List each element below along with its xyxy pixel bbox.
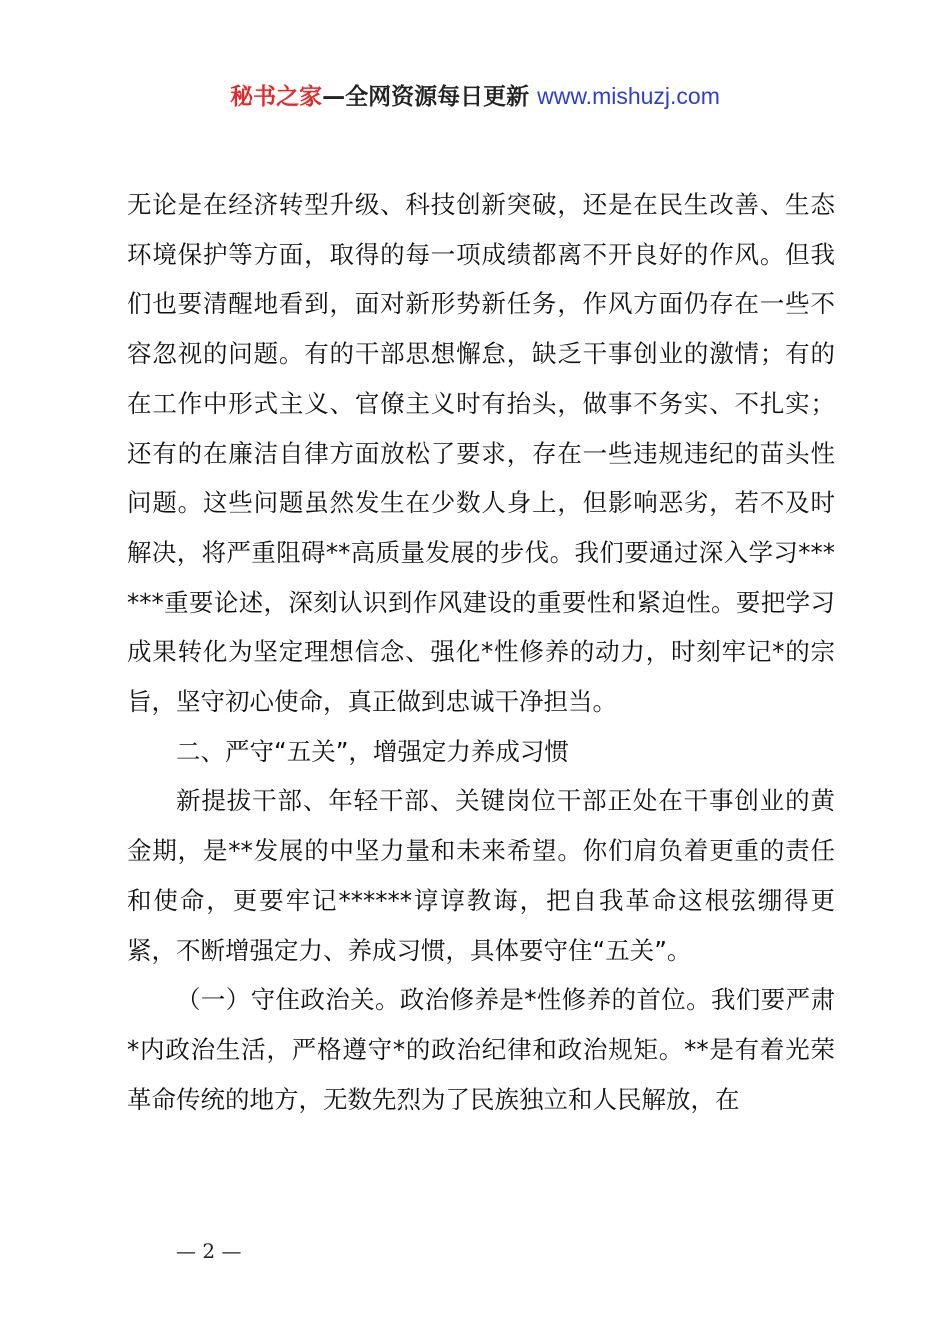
site-url-link[interactable]: www.mishuzj.com (537, 83, 720, 109)
body-paragraph: 无论是在经济转型升级、科技创新突破，还是在民生改善、生态环境保护等方面，取得的每一项成绩都离不开良好的作风。但我们也要清醒地看到，面对新形势新任务，作风方面仍存在一些不容忽视的问题。有的干部思想懈怠，缺乏干事创业的激情；有的在工作中形式主义、官僚主义时有抬头，做事不务实、不扎实；还有的在廉洁自律方面放松了要求，存在一些违规违纪的苗头性问题。这些问题虽然发生在少数人身上，但影响恶劣，若不及时解决，将严重阻碍**高质量发展的步伐。我们要通过深入学习******重要论述，深刻认识到作风建设的重要性和紧迫性。要把学习成果转化为坚定理想信念、强化*性修养的动力，时刻牢记*的宗旨，坚守初心使命，真正做到忠诚干净担当。 (127, 190, 835, 717)
site-header (0, 78, 950, 115)
page-number: — 2 — (176, 1239, 242, 1263)
site-brand: 秘书之家 (230, 84, 323, 110)
document-body (127, 180, 835, 1124)
site-tagline: —全网资源每日更新 (322, 84, 538, 110)
body-paragraph: （一）守住政治关。政治修养是*性修养的首位。我们要严肃*内政治生活，严格遵守*的政治纪律和政治规矩。**是有着光荣革命传统的地方，无数先烈为了民族独立和人民解放，在 (127, 985, 835, 1114)
section-heading: 二、严守“五关”，增强定力养成习惯 (176, 736, 569, 766)
body-paragraph: 新提拔干部、年轻干部、关键岗位干部正处在干事创业的黄金期，是**发展的中坚力量和未来希望。你们肩负着更重的责任和使命，更要牢记******谆谆教诲，把自我革命这根弦绷得更紧，不断增强定力、养成习惯，具体要守住“五关”。 (127, 786, 835, 965)
